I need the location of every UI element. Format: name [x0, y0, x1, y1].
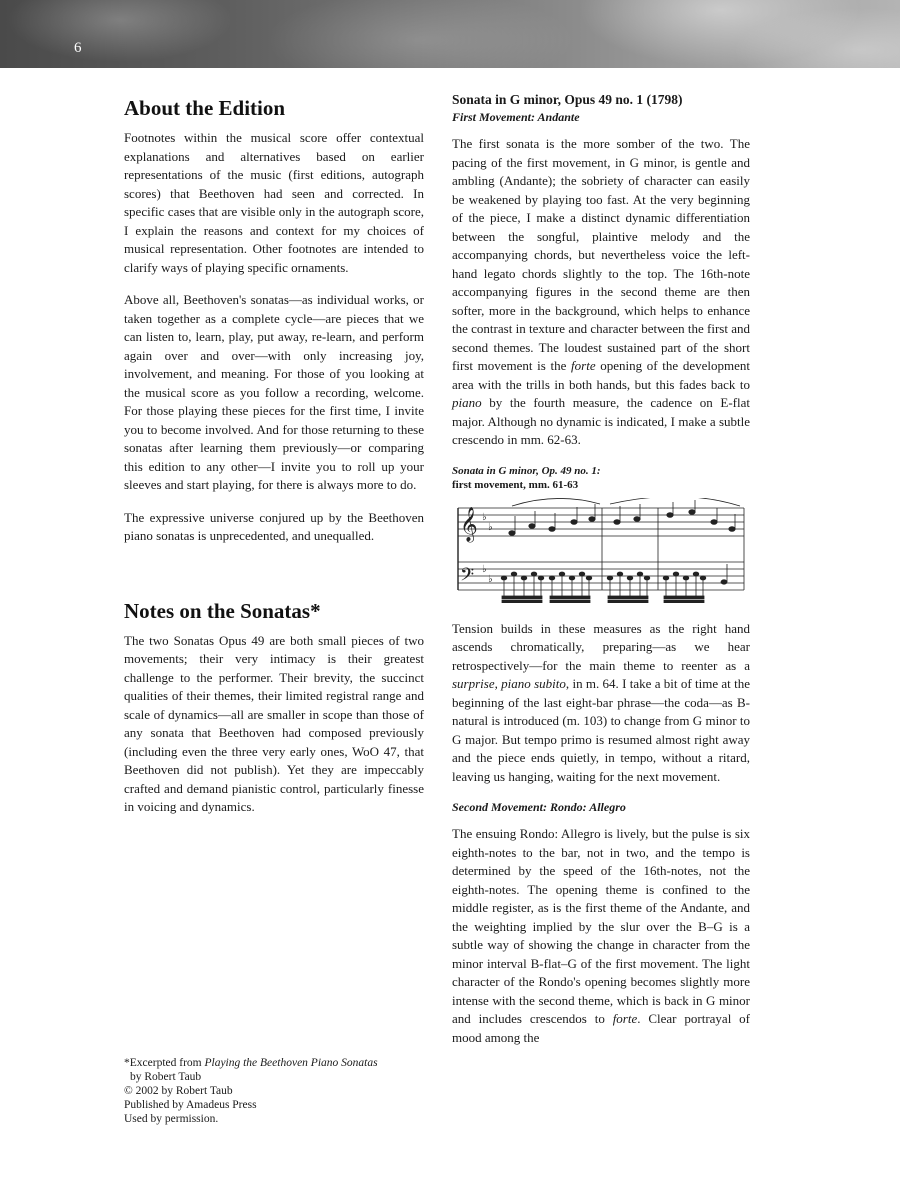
score-caption [452, 464, 750, 492]
footnote-publisher: Published by Amadeus Press [124, 1099, 257, 1111]
svg-text:♭: ♭ [482, 511, 487, 523]
notes-paragraph-1: The two Sonatas Opus 49 are both small pieces of two movements; their very intimacy is their greatest challenge to the performer. Their brevity, the succinct qualities of their themes, their limited registral range and scale of dynamics—all are smaller in scope than those of any sonata that Beethoven had composed previously (including even the three very early ones, WoO 47, that Beethoven did not publish). Yet they are impeccably crafted and demand pianistic control, particularly finesse in voicing and dynamics. [124, 632, 424, 814]
footnote-copyright: © 2002 by Robert Taub [124, 1085, 233, 1097]
left-column [124, 92, 424, 831]
footnote [124, 1056, 424, 1126]
svg-text:𝄞: 𝄞 [460, 506, 478, 542]
footnote-author: by Robert Taub [130, 1071, 202, 1083]
right-column [452, 92, 750, 1061]
footnote-book-title: Playing the Beethoven Piano Sonatas [204, 1057, 378, 1069]
about-paragraph-2: Above all, Beethoven's sonatas—as individual works, or taken together as a complete cycle—are pieces that we can listen to, learn, play, put away, re-learn, and perform again over and over—with only increasing joy, involvement, and meaning. For those of you looking at the musical score as you follow a recording, welcome. For those playing these pieces for the first time, I invite you to become involved. And for those returning to these sonatas after learning them previously—or comparing this edition to any other—I invite you to roll up your sleeves and start playing, for there is always more to do. [124, 292, 424, 492]
about-paragraph-1: Footnotes within the musical score offer contextual explanations and alternatives based on earlier representations of the music (first editions, autograph scores) that Beethoven had seen and corrected. In specific cases that are visible only in the autograph score, I explain the reasons and context for my choices of musical representation. Other footnotes are intended to clarify ways of playing specific ornaments. [124, 130, 424, 275]
footnote-permission: Used by permission. [124, 1113, 219, 1125]
second-movement-heading: Second Movement: Rondo: Allegro [452, 800, 626, 814]
about-paragraph-3: The expressive universe conjured up by the Beethoven piano sonatas is unprecedented, and unequalled. [124, 509, 424, 543]
caption-title: Sonata in G minor, Op. 49 no. 1: [452, 464, 601, 477]
rondo-paragraph: The ensuing Rondo: Allegro is lively, but the pulse is six eighth-notes to the bar, not in two, and the tempo is determined by the speed of the 16th-notes, not the eighth-notes. The opening theme is confined to the middle register, as is the first theme of the Andante, and the weighting implied by the slur over the B–G is a subtle way of showing the change in character from the minor interval B-flat–G of the first movement. The light character of the Rondo's opening becomes slightly more intense with the second theme, which is back in G minor and includes crescendos to forte. Clear portrayal of mood among the [452, 826, 750, 1045]
notes-heading: Notes on the Sonatas* [124, 598, 321, 623]
music-score-excerpt [452, 498, 748, 610]
svg-text:𝄢: 𝄢 [460, 564, 475, 590]
about-heading: About the Edition [124, 96, 286, 120]
svg-text:♭: ♭ [488, 521, 493, 533]
tension-paragraph: Tension builds in these measures as the right hand ascends chromatically, preparing—as we hear retrospectively—for the main theme to reenter as a surprise, piano subito, in m. 64. I take a bit of time at the beginning of the last eight-bar phrase—the coda—as B-natural is introduced (m. 103) to change from G minor to G major. But tempo primo is resumed almost right away and the piece ends quietly, in tempo, without a ritard, leaving us hanging, waiting for the next movement. [452, 620, 750, 784]
caption-measures: first movement, mm. 61-63 [452, 478, 579, 491]
svg-text:♭: ♭ [488, 573, 493, 585]
footnote-prefix: *Excerpted from [124, 1057, 205, 1069]
page-header-banner [0, 0, 900, 68]
first-movement-paragraph: The first sonata is the more somber of the two. The pacing of the first movement, in G minor, is gentle and ambling (Andante); the sobriety of character can easily be weakened by playing too fast. At the very beginning of the piece, I make a distinct dynamic differentiation between the songful, plaintive melody and the accompanying chords, but nevertheless voice the left-hand legato chords slightly to the top. The 16th-note accompanying figures in the second theme are then softer, more in the background, which helps to enhance the contrast in texture and character between the first and second themes. The loudest sustained part of the short first movement is the forte opening of the development area with the trills in both hands, but this fades back to piano by the fourth measure, the cadence on E-flat major. Although no dynamic is indicated, I make a subtle crescendo in mm. 62-63. [452, 136, 750, 447]
sonata-title: Sonata in G minor, Opus 49 no. 1 (1798) [452, 92, 683, 107]
page-number: 6 [74, 40, 82, 56]
svg-text:♭: ♭ [482, 563, 487, 575]
first-movement-heading: First Movement: Andante [452, 110, 580, 124]
